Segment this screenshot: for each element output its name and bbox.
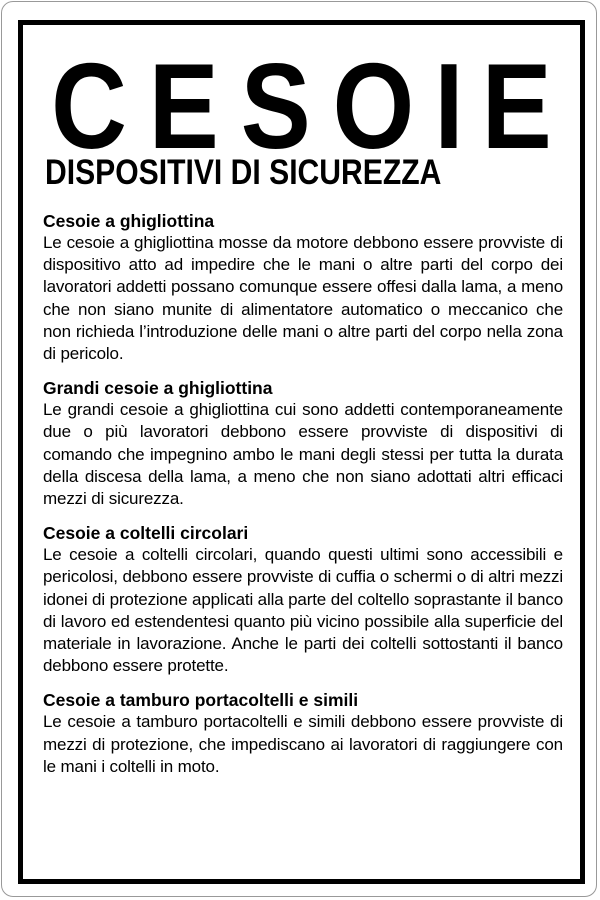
section-heading: Cesoie a tamburo portacoltelli e simili (43, 690, 359, 711)
section-grandi-cesoie (43, 377, 563, 510)
section-tamburo-portacoltelli (43, 689, 563, 778)
title-letter: O (333, 38, 415, 174)
section-cesoie-ghigliottina (43, 210, 563, 365)
title-letter: S (240, 38, 311, 174)
section-heading: Grandi cesoie a ghigliottina (43, 378, 273, 399)
sign-subtitle: DISPOSITIVI DI SICUREZZA (45, 153, 442, 192)
title-letter: I (433, 38, 464, 174)
sign-frame (18, 20, 585, 884)
section-body: Le cesoie a tamburo portacoltelli e simili debbono essere provviste di mezzi di protezione, che impediscano ai lavoratori di raggiungere con le mani i coltelli in moto. (43, 712, 563, 776)
safety-sign (1, 1, 597, 897)
title-letter: E (148, 38, 219, 174)
section-heading: Cesoie a coltelli circolari (43, 523, 249, 544)
title-letter: C (51, 38, 127, 174)
section-coltelli-circolari (43, 522, 563, 677)
title-letter: E (481, 38, 552, 174)
sign-content (43, 210, 563, 790)
section-body: Le grandi cesoie a ghigliottina cui sono addetti contemporaneamente due o più lavoratori debbono essere provviste di dispositivi di comando che impegnino ambo le mani degli stessi per tutta la durata della discesa della lama, a meno che non siano adottati altri efficaci mezzi di sicurezza. (43, 400, 563, 509)
section-body: Le cesoie a coltelli circolari, quando questi ultimi sono accessibili e pericolosi, debbono essere provviste di cuffia o schermi o di altri mezzi idonei di protezione applicati alla parte del coltello soprastante il banco di lavoro ed estendentesi quanto più vicino possibile alla superficie del materiale in lavorazione. Anche le parti dei coltelli sottostanti il banco debbono essere protette. (43, 545, 563, 676)
section-body: Le cesoie a ghigliottina mosse da motore debbono essere provviste di dispositivo atto ad impedire che le mani o altre parti del corpo dei lavoratori addetti possano comunque essere offesi dalla lama, a meno che non siano munite di alimentatore automatico o meccanico che non richieda l’introduzione delle mani o altre parti del corpo nella zona di pericolo. (43, 233, 563, 364)
section-heading: Cesoie a ghigliottina (43, 211, 215, 231)
